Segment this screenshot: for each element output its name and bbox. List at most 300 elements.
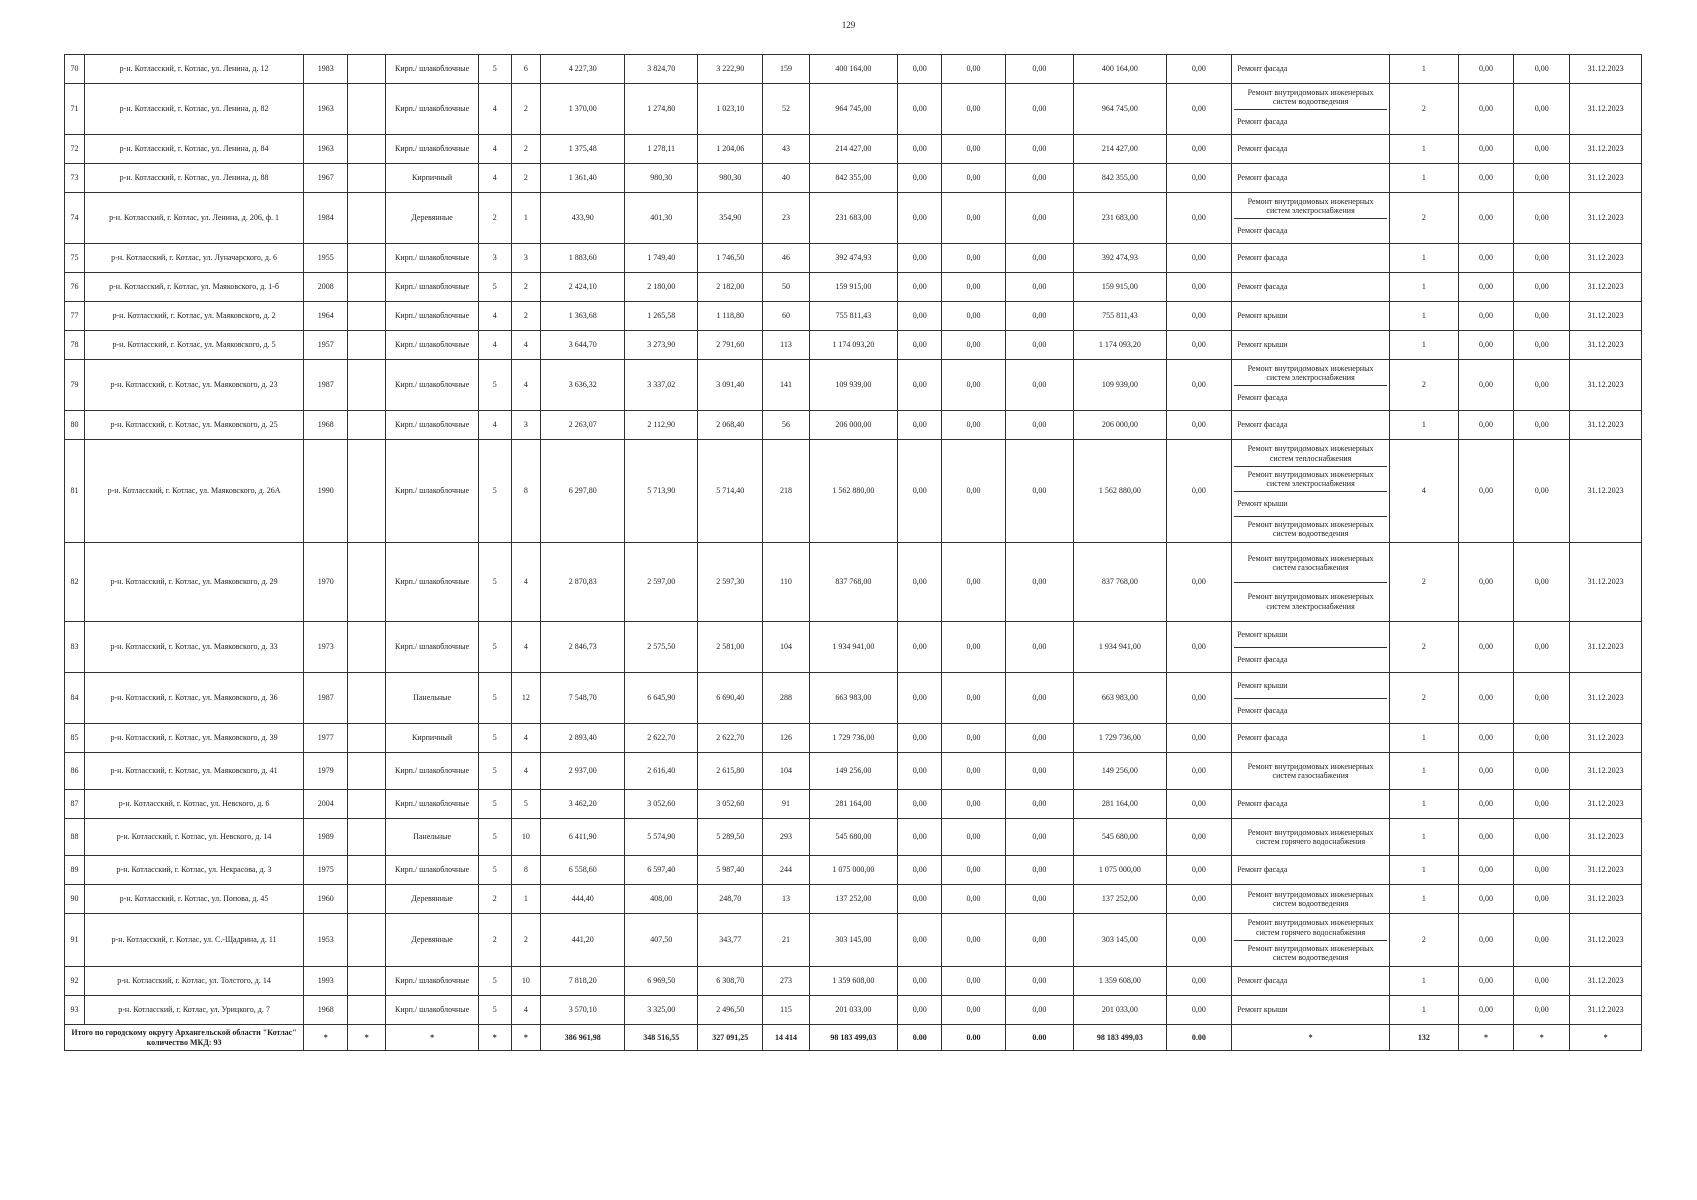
- cell-residents: 104: [763, 753, 809, 790]
- cell-d1: 0,00: [1458, 302, 1514, 331]
- cell-works: [1232, 360, 1390, 411]
- cell-c3: 0,00: [1005, 622, 1073, 673]
- cell-year: 1963: [304, 84, 348, 135]
- table-row: [65, 84, 1642, 135]
- cell-deadline: 31.12.2023: [1570, 673, 1642, 724]
- table-row: [65, 856, 1642, 885]
- cell-c4: 159 915,00: [1074, 273, 1167, 302]
- cell-c1: 0,00: [898, 753, 942, 790]
- cell-d2: 0,00: [1514, 244, 1570, 273]
- cell-material: Кирп./ шлакоблочные: [386, 753, 479, 790]
- cell-d2: 0,00: [1514, 331, 1570, 360]
- cell-c1: 0,00: [898, 856, 942, 885]
- cell-area-res: 354,90: [698, 193, 763, 244]
- cell-material: Кирп./ шлакоблочные: [386, 244, 479, 273]
- cell-c5: 0,00: [1166, 84, 1231, 135]
- cell-year: 1987: [304, 673, 348, 724]
- cell-address: р-н. Котласский, г. Котлас, ул. Маяковского, д. 5: [85, 331, 304, 360]
- cell-floors: 5: [478, 273, 511, 302]
- cell-works-count: 1: [1390, 164, 1458, 193]
- total-c3: 0.00: [1005, 1025, 1073, 1051]
- table-row: [65, 360, 1642, 411]
- cell-n: 77: [65, 302, 85, 331]
- work-item: Ремонт внутридомовых инженерных систем горячего водоснабжения: [1247, 918, 1374, 937]
- cell-address: р-н. Котласский, г. Котлас, ул. Маяковского, д. 33: [85, 622, 304, 673]
- cell-area-living: 2 622,70: [625, 724, 698, 753]
- cell-n: 79: [65, 360, 85, 411]
- total-c1: 0.00: [898, 1025, 942, 1051]
- cell-floors: 3: [478, 244, 511, 273]
- cell-cost-total: 214 427,00: [809, 135, 897, 164]
- cell-n: 71: [65, 84, 85, 135]
- cell-area-living: 407,50: [625, 914, 698, 967]
- cell-area-res: 3 052,60: [698, 790, 763, 819]
- table-row: [65, 914, 1642, 967]
- cell-residents: 218: [763, 440, 809, 543]
- cell-area-total: 433,90: [541, 193, 625, 244]
- cell-entrances: 1: [511, 885, 540, 914]
- cell-c4: 303 145,00: [1074, 914, 1167, 967]
- cell-c1: 0,00: [898, 411, 942, 440]
- cell-c3: 0,00: [1005, 135, 1073, 164]
- cell-c4: 1 934 941,00: [1074, 622, 1167, 673]
- cell-area-total: 3 644,70: [541, 331, 625, 360]
- cell-works: [1232, 967, 1390, 996]
- cell-area-res: 2 182,00: [698, 273, 763, 302]
- cell-works-count: 1: [1390, 885, 1458, 914]
- table-row: [65, 164, 1642, 193]
- cell-cost-total: 1 174 093,20: [809, 331, 897, 360]
- cell-area-total: 3 636,32: [541, 360, 625, 411]
- work-item: Ремонт фасада: [1237, 976, 1288, 986]
- work-item: Ремонт фасада: [1237, 144, 1288, 154]
- cell-area-total: 2 424,10: [541, 273, 625, 302]
- cell-c1: 0,00: [898, 331, 942, 360]
- cell-n: 85: [65, 724, 85, 753]
- total-c5: 0.00: [1166, 1025, 1231, 1051]
- table-body: [65, 55, 1642, 1051]
- cell-n: 87: [65, 790, 85, 819]
- cell-c2: 0,00: [942, 273, 1005, 302]
- cell-deadline: 31.12.2023: [1570, 790, 1642, 819]
- cell-c2: 0,00: [942, 543, 1005, 622]
- cell-d2: 0,00: [1514, 724, 1570, 753]
- cell-d2: 0,00: [1514, 302, 1570, 331]
- cell-area-res: 343,77: [698, 914, 763, 967]
- cell-area-total: 1 883,60: [541, 244, 625, 273]
- cell-c2: 0,00: [942, 856, 1005, 885]
- cell-area-living: 5 574,90: [625, 819, 698, 856]
- cell-floors: 2: [478, 885, 511, 914]
- work-item: Ремонт фасада: [1237, 282, 1288, 292]
- cell-c2: 0,00: [942, 331, 1005, 360]
- total-c4: 98 183 499,03: [1074, 1025, 1167, 1051]
- cell-address: р-н. Котласский, г. Котлас, ул. Ленина, д. 206, ф. 1: [85, 193, 304, 244]
- cell-c4: 206 000,00: [1074, 411, 1167, 440]
- table-row: [65, 331, 1642, 360]
- cell-year: 1977: [304, 724, 348, 753]
- work-item: Ремонт внутридомовых инженерных систем водоотведения: [1247, 87, 1374, 106]
- cell-material: Кирп./ шлакоблочные: [386, 273, 479, 302]
- cell-d1: 0,00: [1458, 331, 1514, 360]
- cell-address: р-н. Котласский, г. Котлас, ул. Ленина, д. 84: [85, 135, 304, 164]
- cell-residents: 46: [763, 244, 809, 273]
- cell-works: [1232, 84, 1390, 135]
- cell-c1: 0,00: [898, 440, 942, 543]
- cell-d2: 0,00: [1514, 622, 1570, 673]
- cell-area-living: 3 273,90: [625, 331, 698, 360]
- cell-area-total: 1 361,40: [541, 164, 625, 193]
- cell-area-res: 3 091,40: [698, 360, 763, 411]
- cell-year: 1963: [304, 135, 348, 164]
- cell-c2: 0,00: [942, 673, 1005, 724]
- cell-area-res: 248,70: [698, 885, 763, 914]
- cell-residents: 159: [763, 55, 809, 84]
- cell-area-living: 401,30: [625, 193, 698, 244]
- cell-cost-total: 206 000,00: [809, 411, 897, 440]
- cell-area-total: 6 297,80: [541, 440, 625, 543]
- work-item: Ремонт внутридомовых инженерных систем водоотведения: [1247, 889, 1374, 908]
- cell-c3: 0,00: [1005, 885, 1073, 914]
- cell-floors: 5: [478, 360, 511, 411]
- cell-material: Деревянные: [386, 914, 479, 967]
- cell-c1: 0,00: [898, 673, 942, 724]
- table-row: [65, 673, 1642, 724]
- work-item: Ремонт крыши: [1237, 630, 1288, 640]
- cell-works-count: 1: [1390, 55, 1458, 84]
- cell-works: [1232, 273, 1390, 302]
- work-item: Ремонт фасада: [1234, 109, 1387, 133]
- cell-d1: 0,00: [1458, 753, 1514, 790]
- cell-address: р-н. Котласский, г. Котлас, ул. Невского, д. 6: [85, 790, 304, 819]
- cell-area-res: 2 496,50: [698, 996, 763, 1025]
- cell-d2: 0,00: [1514, 543, 1570, 622]
- cell-works-count: 2: [1390, 193, 1458, 244]
- cell-floors: 5: [478, 753, 511, 790]
- cell-c3: 0,00: [1005, 411, 1073, 440]
- total-floors: *: [478, 1025, 511, 1051]
- cell-c1: 0,00: [898, 622, 942, 673]
- cell-material: Кирп./ шлакоблочные: [386, 55, 479, 84]
- cell-works-count: 1: [1390, 135, 1458, 164]
- cell-d1: 0,00: [1458, 790, 1514, 819]
- work-item: Ремонт фасада: [1237, 173, 1288, 183]
- cell-address: р-н. Котласский, г. Котлас, ул. Маяковского, д. 39: [85, 724, 304, 753]
- cell-c2: 0,00: [942, 411, 1005, 440]
- cell-address: р-н. Котласский, г. Котлас, ул. Невского, д. 14: [85, 819, 304, 856]
- cell-c3: 0,00: [1005, 543, 1073, 622]
- cell-c5: 0,00: [1166, 622, 1231, 673]
- cell-material: Кирп./ шлакоблочные: [386, 967, 479, 996]
- cell-n: 72: [65, 135, 85, 164]
- cell-year: 1960: [304, 885, 348, 914]
- cell-cost-total: 1 729 736,00: [809, 724, 897, 753]
- cell-c4: 281 164,00: [1074, 790, 1167, 819]
- cell-c5: 0,00: [1166, 193, 1231, 244]
- cell-col3: [348, 724, 386, 753]
- cell-address: р-н. Котласский, г. Котлас, ул. Попова, д. 45: [85, 885, 304, 914]
- cell-c5: 0,00: [1166, 819, 1231, 856]
- work-item: Ремонт фасада: [1237, 64, 1288, 74]
- cell-entrances: 10: [511, 819, 540, 856]
- cell-area-living: 408,00: [625, 885, 698, 914]
- cell-area-res: 1 023,10: [698, 84, 763, 135]
- cell-d1: 0,00: [1458, 411, 1514, 440]
- cell-year: 1989: [304, 819, 348, 856]
- cell-entrances: 6: [511, 55, 540, 84]
- cell-residents: 56: [763, 411, 809, 440]
- cell-year: 1968: [304, 411, 348, 440]
- cell-year: 2008: [304, 273, 348, 302]
- cell-address: р-н. Котласский, г. Котлас, ул. Маяковского, д. 2: [85, 302, 304, 331]
- cell-area-res: 2 068,40: [698, 411, 763, 440]
- cell-c4: 1 174 093,20: [1074, 331, 1167, 360]
- table-row: [65, 302, 1642, 331]
- cell-c5: 0,00: [1166, 244, 1231, 273]
- cell-c1: 0,00: [898, 914, 942, 967]
- cell-c4: 137 252,00: [1074, 885, 1167, 914]
- cell-works-count: 1: [1390, 724, 1458, 753]
- cell-col3: [348, 790, 386, 819]
- cell-c5: 0,00: [1166, 967, 1231, 996]
- cell-entrances: 2: [511, 84, 540, 135]
- total-area-res: 327 091,25: [698, 1025, 763, 1051]
- cell-d1: 0,00: [1458, 622, 1514, 673]
- cell-year: 1979: [304, 753, 348, 790]
- cell-year: 1968: [304, 996, 348, 1025]
- cell-col3: [348, 135, 386, 164]
- cell-c2: 0,00: [942, 885, 1005, 914]
- cell-deadline: 31.12.2023: [1570, 273, 1642, 302]
- cell-cost-total: 231 683,00: [809, 193, 897, 244]
- cell-d1: 0,00: [1458, 914, 1514, 967]
- cell-works: [1232, 302, 1390, 331]
- cell-col3: [348, 856, 386, 885]
- cell-area-total: 444,40: [541, 885, 625, 914]
- cell-works-count: 1: [1390, 996, 1458, 1025]
- cell-area-total: 4 227,30: [541, 55, 625, 84]
- cell-n: 83: [65, 622, 85, 673]
- cell-c5: 0,00: [1166, 302, 1231, 331]
- cell-c4: 663 983,00: [1074, 673, 1167, 724]
- cell-c1: 0,00: [898, 244, 942, 273]
- cell-cost-total: 201 033,00: [809, 996, 897, 1025]
- cell-area-living: 3 824,70: [625, 55, 698, 84]
- cell-works-count: 1: [1390, 273, 1458, 302]
- cell-deadline: 31.12.2023: [1570, 856, 1642, 885]
- cell-area-res: 2 622,70: [698, 724, 763, 753]
- cell-col3: [348, 193, 386, 244]
- cell-area-res: 5 289,50: [698, 819, 763, 856]
- cell-floors: 5: [478, 819, 511, 856]
- cell-c5: 0,00: [1166, 790, 1231, 819]
- cell-address: р-н. Котласский, г. Котлас, ул. Маяковского, д. 26А: [85, 440, 304, 543]
- cell-area-total: 2 893,40: [541, 724, 625, 753]
- cell-n: 92: [65, 967, 85, 996]
- work-item: Ремонт внутридомовых инженерных систем электроснабжения: [1247, 363, 1374, 382]
- cell-works: [1232, 724, 1390, 753]
- cell-d2: 0,00: [1514, 440, 1570, 543]
- cell-area-res: 3 222,90: [698, 55, 763, 84]
- work-item: Ремонт фасада: [1237, 420, 1288, 430]
- cell-n: 88: [65, 819, 85, 856]
- cell-material: Кирп./ шлакоблочные: [386, 996, 479, 1025]
- work-item: Ремонт крыши: [1237, 1005, 1288, 1015]
- table-row: [65, 135, 1642, 164]
- cell-works: [1232, 193, 1390, 244]
- cell-c2: 0,00: [942, 996, 1005, 1025]
- cell-col3: [348, 996, 386, 1025]
- table-row: [65, 622, 1642, 673]
- cell-area-res: 1 118,80: [698, 302, 763, 331]
- cell-c1: 0,00: [898, 55, 942, 84]
- cell-works: [1232, 996, 1390, 1025]
- cell-deadline: 31.12.2023: [1570, 724, 1642, 753]
- cell-area-res: 6 690,40: [698, 673, 763, 724]
- cell-works: [1232, 622, 1390, 673]
- cell-c5: 0,00: [1166, 440, 1231, 543]
- cell-works: [1232, 331, 1390, 360]
- cell-deadline: 31.12.2023: [1570, 914, 1642, 967]
- cell-cost-total: 1 359 608,00: [809, 967, 897, 996]
- cell-c2: 0,00: [942, 914, 1005, 967]
- cell-c5: 0,00: [1166, 55, 1231, 84]
- cell-c5: 0,00: [1166, 543, 1231, 622]
- work-item: Ремонт крыши: [1237, 311, 1288, 321]
- table-row: [65, 543, 1642, 622]
- cell-entrances: 8: [511, 440, 540, 543]
- cell-c3: 0,00: [1005, 84, 1073, 135]
- cell-d2: 0,00: [1514, 885, 1570, 914]
- cell-area-res: 1 746,50: [698, 244, 763, 273]
- cell-col3: [348, 440, 386, 543]
- cell-entrances: 2: [511, 302, 540, 331]
- cell-area-living: 2 112,90: [625, 411, 698, 440]
- cell-c1: 0,00: [898, 819, 942, 856]
- cell-year: 1953: [304, 914, 348, 967]
- cell-residents: 293: [763, 819, 809, 856]
- cell-year: 1984: [304, 193, 348, 244]
- cell-c3: 0,00: [1005, 360, 1073, 411]
- cell-col3: [348, 967, 386, 996]
- cell-c3: 0,00: [1005, 55, 1073, 84]
- work-item: Ремонт фасада: [1234, 385, 1387, 409]
- cell-c3: 0,00: [1005, 331, 1073, 360]
- cell-area-res: 980,30: [698, 164, 763, 193]
- cell-area-total: 6 558,60: [541, 856, 625, 885]
- cell-entrances: 4: [511, 543, 540, 622]
- cell-c3: 0,00: [1005, 856, 1073, 885]
- cell-c5: 0,00: [1166, 411, 1231, 440]
- cell-residents: 23: [763, 193, 809, 244]
- cell-col3: [348, 360, 386, 411]
- cell-n: 76: [65, 273, 85, 302]
- cell-residents: 141: [763, 360, 809, 411]
- cell-area-total: 7 548,70: [541, 673, 625, 724]
- total-col3: *: [348, 1025, 386, 1051]
- cell-c4: 149 256,00: [1074, 753, 1167, 790]
- cell-residents: 288: [763, 673, 809, 724]
- cell-c2: 0,00: [942, 622, 1005, 673]
- cell-col3: [348, 885, 386, 914]
- cell-residents: 50: [763, 273, 809, 302]
- cell-floors: 4: [478, 302, 511, 331]
- total-row: [65, 1025, 1642, 1051]
- cell-n: 84: [65, 673, 85, 724]
- cell-c3: 0,00: [1005, 273, 1073, 302]
- total-material: *: [386, 1025, 479, 1051]
- cell-c1: 0,00: [898, 724, 942, 753]
- cell-area-living: 6 645,90: [625, 673, 698, 724]
- cell-entrances: 2: [511, 914, 540, 967]
- cell-material: Кирп./ шлакоблочные: [386, 411, 479, 440]
- cell-floors: 5: [478, 673, 511, 724]
- cell-year: 1970: [304, 543, 348, 622]
- work-item: Ремонт фасада: [1237, 799, 1288, 809]
- cell-floors: 5: [478, 622, 511, 673]
- cell-area-total: 1 370,00: [541, 84, 625, 135]
- cell-d2: 0,00: [1514, 411, 1570, 440]
- cell-deadline: 31.12.2023: [1570, 885, 1642, 914]
- cell-entrances: 4: [511, 622, 540, 673]
- work-item: Ремонт внутридомовых инженерных систем теплоснабжения: [1247, 444, 1374, 463]
- cell-c2: 0,00: [942, 302, 1005, 331]
- cell-d2: 0,00: [1514, 819, 1570, 856]
- cell-area-living: 6 597,40: [625, 856, 698, 885]
- cell-col3: [348, 622, 386, 673]
- cell-area-living: 2 616,40: [625, 753, 698, 790]
- cell-floors: 2: [478, 193, 511, 244]
- cell-residents: 244: [763, 856, 809, 885]
- cell-material: Кирпичный: [386, 724, 479, 753]
- cell-works-count: 2: [1390, 622, 1458, 673]
- cell-c5: 0,00: [1166, 724, 1231, 753]
- cell-area-res: 6 308,70: [698, 967, 763, 996]
- total-d1: *: [1458, 1025, 1514, 1051]
- cell-c2: 0,00: [942, 753, 1005, 790]
- cell-works-count: 1: [1390, 856, 1458, 885]
- cell-area-total: 6 411,90: [541, 819, 625, 856]
- cell-deadline: 31.12.2023: [1570, 164, 1642, 193]
- cell-works: [1232, 411, 1390, 440]
- cell-n: 91: [65, 914, 85, 967]
- cell-year: 1993: [304, 967, 348, 996]
- table-row: [65, 885, 1642, 914]
- cell-residents: 110: [763, 543, 809, 622]
- total-entrances: *: [511, 1025, 540, 1051]
- cell-deadline: 31.12.2023: [1570, 622, 1642, 673]
- cell-c5: 0,00: [1166, 856, 1231, 885]
- cell-c2: 0,00: [942, 135, 1005, 164]
- cell-c5: 0,00: [1166, 360, 1231, 411]
- cell-cost-total: 281 164,00: [809, 790, 897, 819]
- cell-d2: 0,00: [1514, 164, 1570, 193]
- cell-area-total: 3 462,20: [541, 790, 625, 819]
- cell-c2: 0,00: [942, 724, 1005, 753]
- cell-c1: 0,00: [898, 967, 942, 996]
- cell-address: р-н. Котласский, г. Котлас, ул. Маяковского, д. 36: [85, 673, 304, 724]
- work-item: Ремонт фасада: [1237, 253, 1288, 263]
- cell-cost-total: 755 811,43: [809, 302, 897, 331]
- cell-entrances: 5: [511, 790, 540, 819]
- cell-deadline: 31.12.2023: [1570, 331, 1642, 360]
- cell-year: 1967: [304, 164, 348, 193]
- cell-floors: 5: [478, 440, 511, 543]
- cell-deadline: 31.12.2023: [1570, 543, 1642, 622]
- total-c2: 0.00: [942, 1025, 1005, 1051]
- work-item: Ремонт внутридомовых инженерных систем водоотведения: [1234, 940, 1387, 965]
- table-row: [65, 193, 1642, 244]
